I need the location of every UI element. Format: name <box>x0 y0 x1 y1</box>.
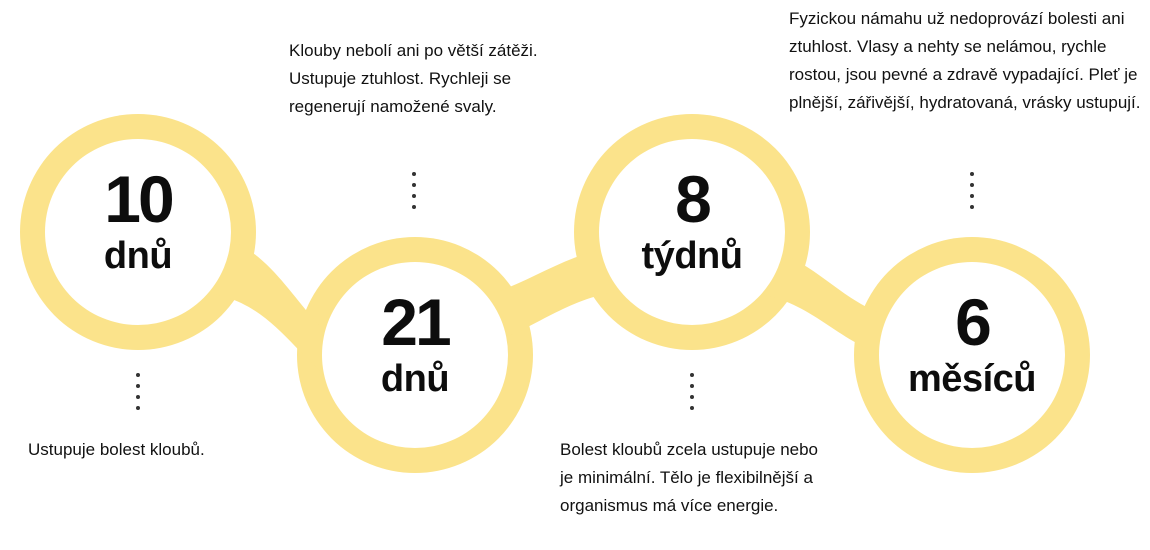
milestone-6-months <box>877 287 1067 401</box>
milestone-description-3: Bolest kloubů zcela ustupuje nebo je minimální. Tělo je flexibilnější a organismus má více energie. <box>560 440 819 515</box>
leader-dots-1 <box>135 373 141 417</box>
milestone-unit: týdnů <box>641 235 743 277</box>
milestone-10-days <box>43 164 233 278</box>
leader-dots-2 <box>411 172 417 216</box>
milestone-number: 8 <box>675 162 709 236</box>
milestone-number: 6 <box>955 285 989 359</box>
milestone-description-4: Fyzickou námahu už nedoprovází bolesti ani ztuhlost. Vlasy a nehty se nelámou, rychle rostou, jsou pevné a zdravě vypadající. Pleť je plnější, zářivější, hydratovaná, vrásky ustupují. <box>789 9 1141 112</box>
milestone-number: 10 <box>104 162 172 236</box>
milestone-8-weeks <box>597 164 787 278</box>
milestone-description-2: Klouby nebolí ani po větší zátěži. Ustupuje ztuhlost. Rychleji se regenerují namožené svaly. <box>289 41 538 116</box>
leader-dots-3 <box>689 373 695 417</box>
milestone-unit: měsíců <box>908 358 1036 400</box>
milestone-number: 21 <box>381 285 449 359</box>
milestone-21-days <box>320 287 510 401</box>
leader-dots-4 <box>969 172 975 216</box>
milestone-unit: dnů <box>380 358 450 400</box>
milestone-description-1: Ustupuje bolest kloubů. <box>28 440 205 459</box>
milestone-unit: dnů <box>103 235 173 277</box>
